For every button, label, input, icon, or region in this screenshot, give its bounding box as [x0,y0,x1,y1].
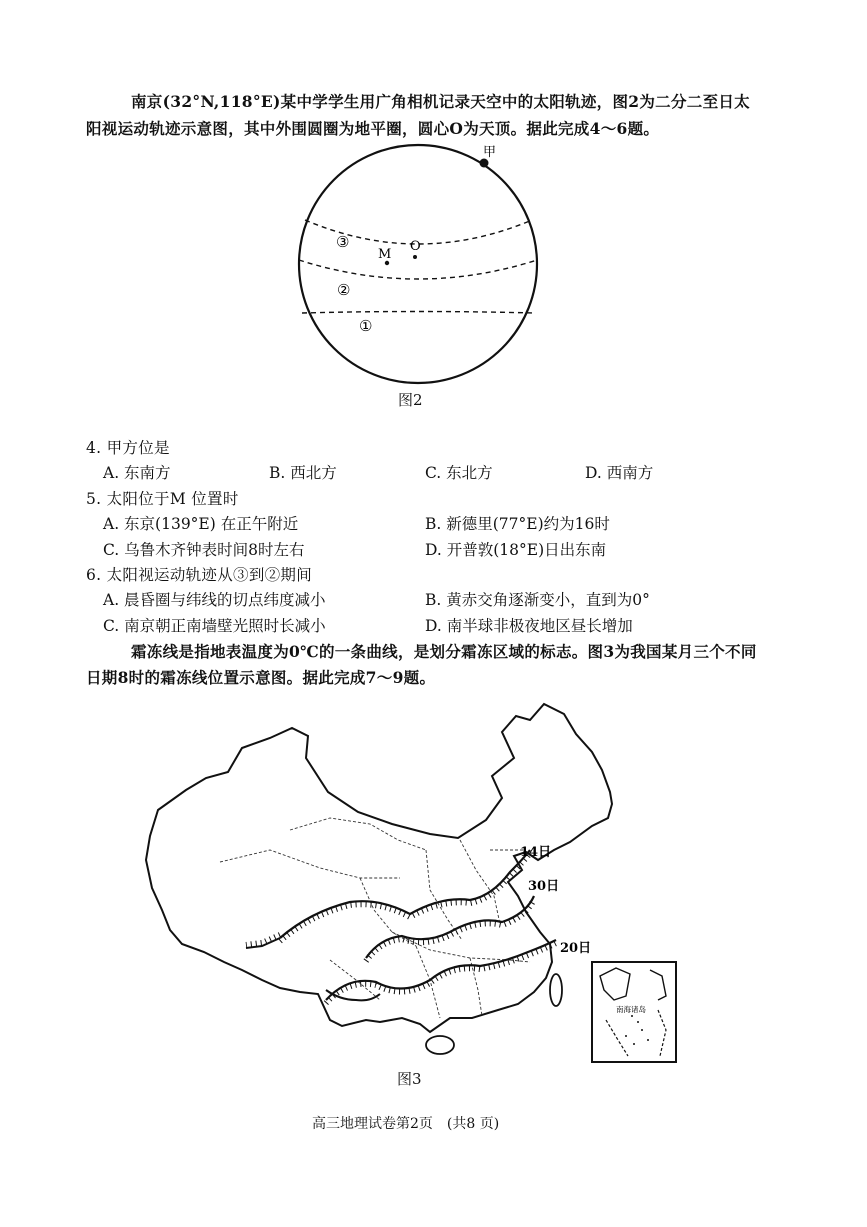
figure3-frost-line-map [130,700,710,1070]
label-20: 20日 [560,941,592,956]
q5-option-a: A. 东京(139°E) 在正午附近 [103,515,299,533]
q5-option-b: B. 新德里(77°E)约为16时 [425,515,610,533]
zenith-o-dot [413,255,417,259]
q4-option-b: B. 西北方 [269,464,337,482]
taiwan-island [550,974,562,1006]
q6-option-b: B. 黄赤交角逐渐变小，直到为0° [425,591,650,609]
label-jia: 甲 [483,145,497,160]
label-track-3: ③ [336,233,350,251]
figure2-sun-path-diagram [280,140,580,390]
q6-option-c: C. 南京朝正南墙壁光照时长减小 [103,617,326,635]
intro1-line1: 南京(32°N,118°E)某中学学生用广角相机记录天空中的太阳轨迹，图2为二分二至日太 [131,92,750,111]
question-4-stem: 4. 甲方位是 [86,439,170,457]
intro1-line2: 阳视运动轨迹示意图，其中外围圆圈为地平圈，圆心O为天顶。据此完成4～6题。 [86,119,660,138]
q5-option-d: D. 开普敦(18°E)日出东南 [425,541,607,559]
label-o: O [410,239,421,254]
horizon-circle [299,145,537,383]
figure2-caption: 图2 [398,391,423,409]
label-30: 30日 [528,879,560,894]
label-track-2: ② [337,281,351,299]
q4-option-a: A. 东南方 [103,464,171,482]
sun-path-1 [302,312,534,314]
frost-line-20 [326,940,556,1000]
intro2-line1: 霜冻线是指地表温度为0℃的一条曲线，是划分霜冻区域的标志。图3为我国某月三个不同 [131,642,757,661]
sun-path-2 [299,260,537,279]
inset-label-south-china-sea-islands: 南海诸岛 [616,1005,646,1014]
page-footer: 高三地理试卷第2页 (共8 页) [312,1116,500,1132]
label-m: M [378,247,392,262]
figure3-caption: 图3 [397,1070,422,1088]
q6-option-d: D. 南半球非极夜地区昼长增加 [425,617,633,635]
label-track-1: ① [359,317,373,335]
q4-option-d: D. 西南方 [585,464,654,482]
province-boundaries [220,818,530,1018]
hainan-island [426,1036,454,1054]
q4-option-c: C. 东北方 [425,464,493,482]
q6-option-a: A. 晨昏圈与纬线的切点纬度减小 [103,591,326,609]
question-5-stem: 5. 太阳位于M 位置时 [86,490,239,508]
q5-option-c: C. 乌鲁木齐钟表时间8时左右 [103,541,305,559]
label-14: 14日 [520,845,552,860]
question-6-stem: 6. 太阳视运动轨迹从③到②期间 [86,566,313,584]
frost-line-14 [280,850,530,938]
intro2-line2: 日期8时的霜冻线位置示意图。据此完成7～9题。 [86,668,436,687]
